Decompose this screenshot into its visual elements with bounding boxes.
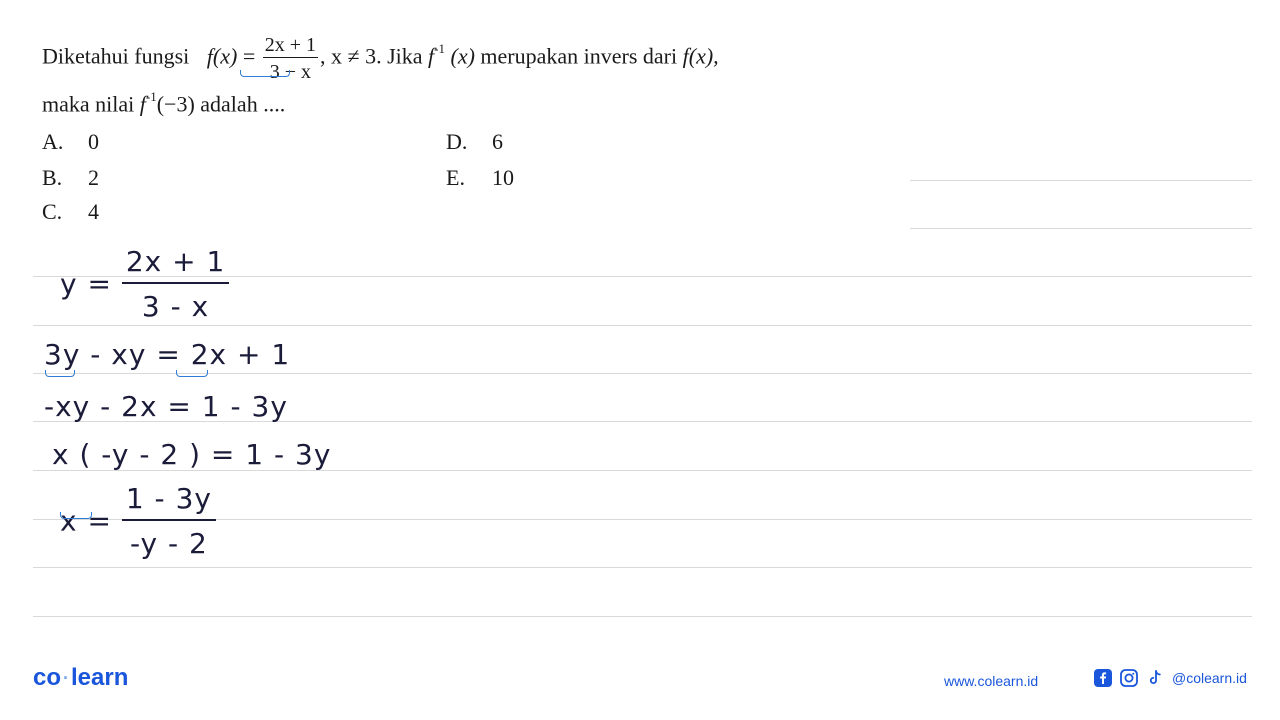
option-b[interactable] [42,165,99,191]
ruled-line [910,180,1252,181]
ruled-line [33,616,1252,617]
option-a[interactable] [42,129,99,155]
instagram-icon[interactable] [1120,669,1138,687]
ruled-line [33,567,1252,568]
option-value: 0 [88,129,99,154]
line2-sup: -1 [145,89,157,104]
domain-condition: , x ≠ 3. Jika [320,43,423,69]
option-letter: E. [446,165,465,190]
logo-co: co [33,664,62,691]
question-line-1 [42,35,719,82]
work-line-5 [60,482,216,560]
work-l5-num: 1 - 3y [122,482,216,521]
social-links [1094,669,1247,687]
line2-f: f [139,91,146,117]
option-value: 2 [88,165,99,190]
work-line-3: -xy - 2x = 1 - 3y [44,390,288,423]
ruled-line [33,373,1252,374]
work-l1-left: y = [60,267,112,301]
logo-dot: · [63,668,70,689]
work-l5-den: -y - 2 [129,527,208,560]
inverse-sup: -1 [434,41,445,57]
option-letter: A. [42,129,64,154]
equals-sign: = [242,43,256,69]
work-l1-den: 3 - x [141,290,210,323]
logo-learn: learn [71,664,129,691]
function-arg: (x) [212,43,238,69]
option-e[interactable] [446,165,514,191]
option-c[interactable] [42,199,99,225]
work-l1-fraction [122,245,229,323]
annotation-underline [60,512,92,519]
work-line-2: 3y - xy = 2x + 1 [44,338,291,371]
fraction-denominator: 3 − x [269,61,312,83]
annotation-underline [176,370,208,377]
option-d[interactable] [446,129,503,155]
option-value: 4 [88,199,99,224]
inverse-arg: (x) [450,43,475,69]
line2-end: adalah .... [200,91,286,117]
work-line-1 [60,245,229,323]
work-l5-left: x = [60,504,112,538]
line2-arg: (−3) [156,91,195,117]
facebook-icon[interactable] [1094,669,1112,687]
line2-start: maka nilai [42,91,135,117]
ruled-line [910,228,1252,229]
option-letter: B. [42,165,63,190]
option-letter: C. [42,199,63,224]
option-letter: D. [446,129,468,154]
tiktok-icon[interactable] [1146,669,1164,687]
colearn-logo[interactable] [33,664,128,692]
fraction-numerator: 2x + 1 [264,34,317,56]
inverse-f: f [428,43,435,69]
question-intro: Diketahui fungsi [42,43,190,69]
work-line-4: x ( -y - 2 ) = 1 - 3y [52,438,332,471]
option-value: 10 [492,165,514,190]
annotation-underline [240,70,290,77]
website-link[interactable]: www.colearn.id [944,673,1039,689]
fx-term: f(x), [682,43,719,69]
annotation-underline [45,370,75,377]
question-mid: merupakan invers dari [480,43,678,69]
work-l1-num: 2x + 1 [122,245,229,284]
ruled-line [33,325,1252,326]
question-line-2 [42,89,286,117]
work-l5-fraction [122,482,216,560]
social-handle[interactable]: @colearn.id [1172,670,1247,686]
function-f: f [206,43,213,69]
option-value: 6 [492,129,503,154]
